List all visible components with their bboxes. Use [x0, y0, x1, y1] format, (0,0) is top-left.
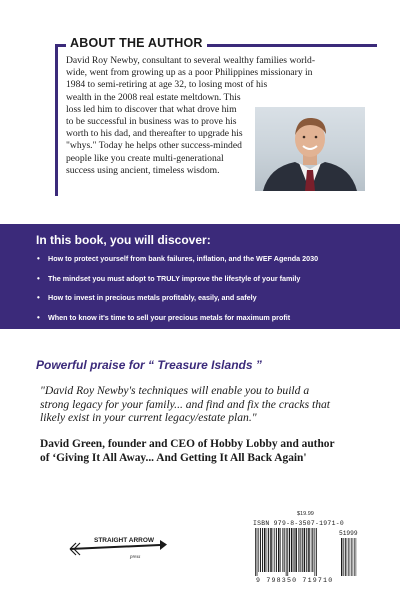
author-bio-line: David Roy Newby, consultant to several wealthy families world- — [66, 55, 316, 66]
author-portrait-icon — [255, 107, 365, 191]
barcode-bar — [282, 528, 283, 572]
barcode-bar — [287, 528, 288, 576]
praise-attribution — [40, 438, 380, 465]
barcode-bar — [262, 528, 263, 572]
publisher-subtitle: press — [130, 555, 141, 560]
barcode-bar — [289, 528, 290, 572]
barcode-bar — [312, 528, 313, 572]
barcode-bar — [276, 528, 277, 572]
author-bio-line: loss led him to discover that what drove him — [66, 103, 237, 115]
author-bio-line: people like you create multi-generational — [66, 152, 224, 164]
barcode-bar — [350, 538, 351, 576]
barcode-bar — [306, 528, 307, 572]
barcode-bar — [286, 528, 287, 576]
list-item: • When to know it's time to sell your precious metals for maximum profit — [36, 313, 396, 333]
barcode-bar — [351, 538, 352, 576]
barcode-bar — [311, 528, 312, 572]
barcode-bar — [284, 528, 285, 572]
barcode-supplement: 51999 — [339, 530, 358, 537]
isbn-label: ISBN 979-8-3507-1971-0 — [253, 520, 344, 527]
barcode-bar — [354, 538, 355, 576]
arrow-shaft-icon — [70, 545, 160, 549]
barcode-bar — [295, 528, 297, 572]
barcode-bar — [255, 528, 256, 576]
barcode-bar — [348, 538, 349, 576]
author-bio-line: 1984 to semi-retiring at age 32, to losing most of his — [66, 79, 268, 91]
barcode-bar — [308, 528, 310, 572]
praise-title: Powerful praise for “ Treasure Islands ” — [36, 358, 262, 372]
barcode-bar — [280, 528, 281, 572]
barcode-bar — [270, 528, 272, 572]
barcode-bar — [298, 528, 299, 572]
barcode-bar — [356, 538, 357, 576]
publisher-logo — [68, 531, 168, 565]
author-bio-line: wealth in the 2008 real estate meltdown. This — [66, 91, 241, 103]
barcode-bar — [347, 538, 348, 576]
author-photo — [255, 107, 365, 191]
list-item: • How to protect yourself from bank failures, inflation, and the WEF Agenda 2030 — [36, 254, 396, 274]
price-label: $19.99 — [297, 511, 314, 517]
barcode-bar — [343, 538, 344, 576]
barcode-bar — [267, 528, 268, 572]
barcode-bar — [353, 538, 354, 576]
publisher-name: STRAIGHT ARROW — [94, 537, 155, 544]
barcode-bar — [300, 528, 301, 572]
about-author-heading: ABOUT THE AUTHOR — [66, 36, 207, 50]
author-bio-line: wide, went from growing up as a poor Philippines missionary in — [66, 67, 313, 79]
author-bio-line: worth to his dad, and thereafter to upgrade his — [66, 128, 243, 140]
barcode-main-bars — [255, 528, 317, 576]
barcode-bar — [345, 538, 346, 576]
barcode-bar — [278, 528, 280, 572]
barcode-bar — [316, 528, 317, 576]
praise-quote-line: likely exist in your current legacy/estate plan." — [40, 411, 257, 425]
barcode-bar — [302, 528, 303, 572]
author-bio-line: "whys." Today he helps other success-minded — [66, 140, 242, 152]
author-bio-line: success using ancient, timeless wisdom. — [66, 164, 220, 176]
barcode-bar — [291, 528, 293, 572]
barcode-bar — [268, 528, 269, 572]
barcode-bar — [294, 528, 295, 572]
discover-title: In this book, you will discover: — [36, 233, 211, 247]
barcode-bar — [273, 528, 274, 572]
barcode-bar — [314, 528, 315, 576]
barcode-number: 9 798350 719710 — [256, 577, 334, 584]
list-item: • The mindset you must adopt to TRULY improve the lifestyle of your family — [36, 274, 396, 294]
barcode-bar — [260, 528, 261, 572]
praise-quote-line: "David Roy Newby's techniques will enable you to build a — [40, 384, 310, 397]
barcode-bar — [258, 528, 259, 572]
arrow-head-icon — [160, 540, 167, 550]
barcode-bar — [304, 528, 306, 572]
barcode-supplement-bars — [341, 538, 356, 576]
barcode-bar — [274, 528, 275, 572]
list-item: • How to invest in precious metals profitably, easily, and safely — [36, 293, 396, 313]
praise-attribution-line: of ‘Giving It All Away... And Getting It All Back Again' — [40, 451, 307, 464]
barcode-bar — [257, 528, 258, 576]
discover-list — [36, 254, 396, 332]
author-bio-line: to be successful in business was to prove his — [66, 116, 237, 128]
barcode-bar — [264, 528, 266, 572]
praise-quote-line: strong legacy for your family... and find and fix the cracks that — [40, 397, 331, 411]
praise-attribution-line: David Green, founder and CEO of Hobby Lobby and author — [40, 438, 335, 450]
praise-quote — [40, 384, 380, 425]
barcode-bar — [341, 538, 342, 576]
